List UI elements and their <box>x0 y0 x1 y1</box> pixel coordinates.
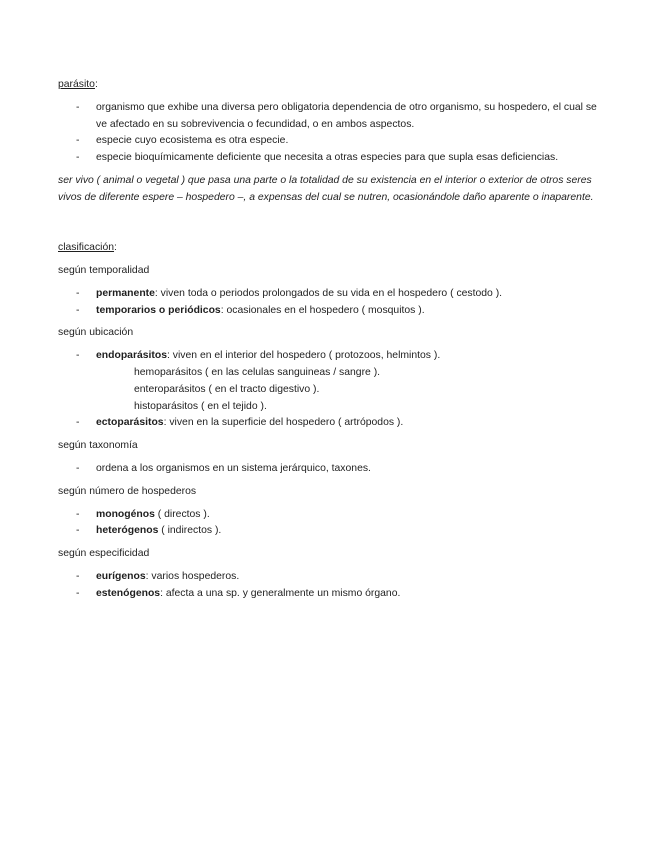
taxonomia-list <box>58 461 598 478</box>
parasito-item-2: - especie cuyo ecosistema es otra especie. <box>58 133 598 150</box>
desc-endoparasitos: : viven en el interior del hospedero ( protozoos, helmintos ). <box>167 350 441 362</box>
desc-monogenos: ( directos ). <box>154 508 210 520</box>
endo-sub-2: enteroparásitos ( en el tracto digestivo ). <box>134 383 320 395</box>
term-estenogenos: estenógenos <box>96 587 161 599</box>
especificidad-item-2 <box>58 586 598 603</box>
especificidad-list <box>58 569 598 603</box>
hospederos-heading: según número de hospederos <box>58 485 197 497</box>
term-monogenos: monogénos <box>96 508 155 520</box>
taxonomia-heading: según taxonomía <box>58 440 138 452</box>
desc-eurigenos: : varios hospederos. <box>145 570 240 582</box>
ubicacion-list <box>58 348 598 432</box>
term-permanente: permanente <box>96 287 155 299</box>
term-endoparasitos: endoparásitos <box>96 350 168 362</box>
desc-permanente: : viven toda o periodos prolongados de su vida en el hospedero ( cestodo ). <box>154 287 503 299</box>
temporalidad-item-2 <box>58 303 598 320</box>
parasito-item-1: - organismo que exhibe una diversa pero obligatoria dependencia de otro organismo, su hospedero, el cual se ve afectado en su sobrevivencia o fecundidad, o en ambos aspectos. <box>58 100 598 134</box>
desc-estenogenos: : afecta a una sp. y generalmente un mismo órgano. <box>160 587 401 599</box>
clasificacion-heading <box>58 240 598 257</box>
desc-heterogenos: ( indirectos ). <box>158 525 222 537</box>
temporalidad-heading: según temporalidad <box>58 264 150 276</box>
ubicacion-heading: según ubicación <box>58 327 134 339</box>
term-ectoparasitos: ectoparásitos <box>96 417 164 429</box>
desc-temporarios: : ocasionales en el hospedero ( mosquitos ). <box>220 304 425 316</box>
endo-sub-3: histoparásitos ( en el tejido ). <box>134 400 267 412</box>
especificidad-heading: según especificidad <box>58 548 150 560</box>
ubicacion-item-endo <box>58 348 598 415</box>
endo-sub-1: hemoparásitos ( en las celulas sanguineas / sangre ). <box>134 366 381 378</box>
desc-ectoparasitos: : viven en la superficie del hospedero ( artrópodos ). <box>163 417 404 429</box>
parasito-list <box>58 100 598 167</box>
temporalidad-list <box>58 286 598 320</box>
parasito-definition: ser vivo ( animal o vegetal ) que pasa una parte o la totalidad de su existencia en el interior o exterior de otros seres vivos de diferente espere – hospedero –, a expensas del cual se nutren, ocasionándole daño aparente o inaparente. <box>58 174 594 203</box>
especificidad-item-1 <box>58 569 598 586</box>
parasito-title: parásito <box>58 79 95 90</box>
taxonomia-item-1: - ordena a los organismos en un sistema jerárquico, taxones. <box>58 461 598 478</box>
term-temporarios: temporarios o periódicos <box>96 304 221 316</box>
temporalidad-item-1 <box>58 286 598 303</box>
clasificacion-title: clasificación <box>58 242 115 254</box>
document-page <box>58 77 598 603</box>
hospederos-item-2 <box>58 523 598 540</box>
term-heterogenos: heterógenos <box>96 525 159 537</box>
clasificacion-colon: : <box>114 242 117 254</box>
parasito-colon: : <box>94 79 98 90</box>
hospederos-list <box>58 507 598 541</box>
term-eurigenos: eurígenos <box>96 570 146 582</box>
hospederos-item-1 <box>58 507 598 524</box>
parasito-item-3: - especie bioquímicamente deficiente que necesita a otras especies para que supla esas deficiencias. <box>58 150 598 167</box>
ubicacion-item-ecto <box>58 415 598 432</box>
parasito-heading <box>58 77 598 94</box>
